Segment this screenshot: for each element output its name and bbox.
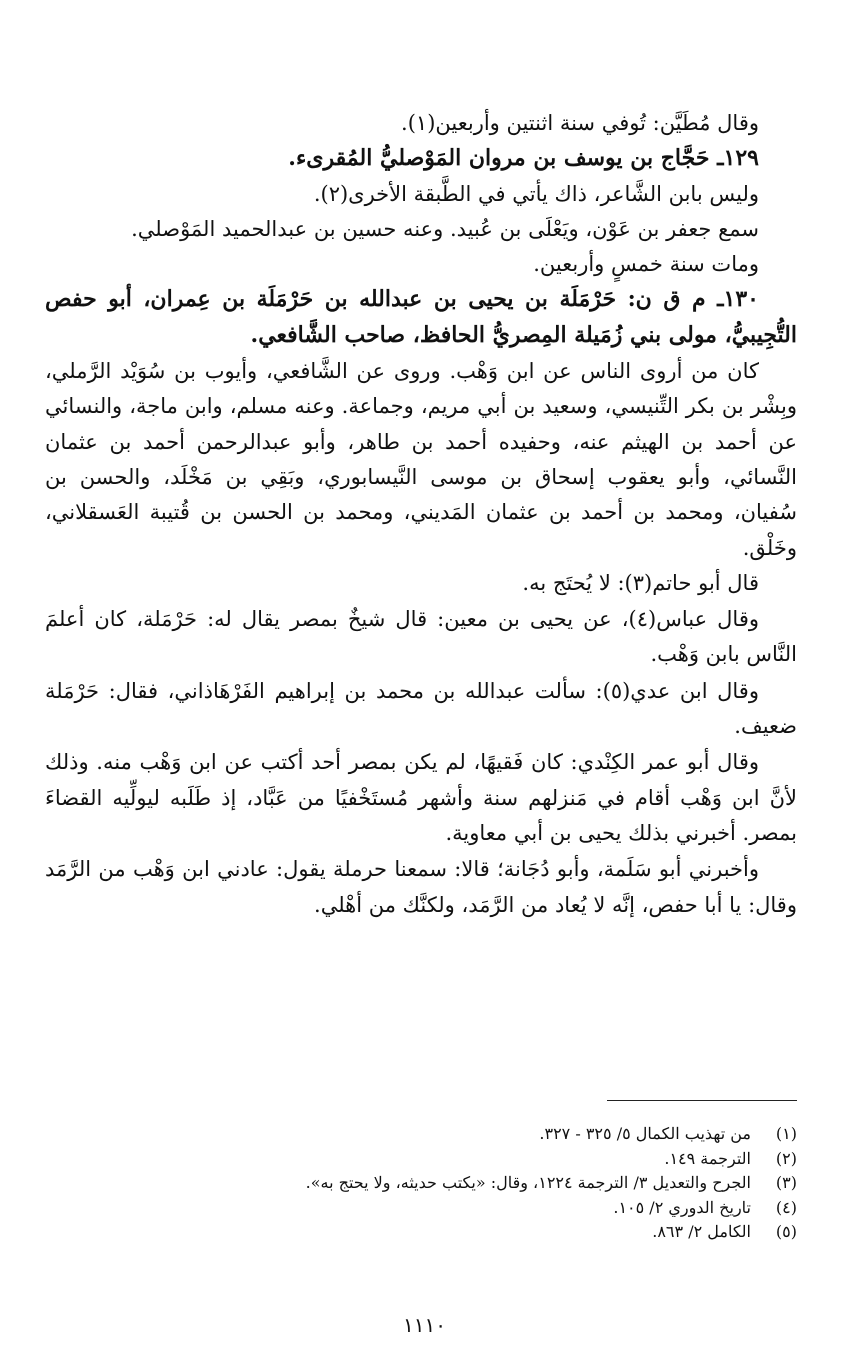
- main-text: [45, 106, 797, 923]
- footnote-number: (٤): [775, 1197, 797, 1217]
- footnote: [45, 1122, 797, 1147]
- footnote-number: (٣): [775, 1173, 797, 1192]
- footnote-text: تاريخ الدوري ٢/ ١٠٥.: [613, 1197, 751, 1217]
- footnote: [45, 1220, 797, 1245]
- paragraph: كان من أروى الناس عن ابن وَهْب. وروى عن الشَّافعي، وأيوب بن سُوَيْد الرَّملي، وبِشْر بن بكر التِّنيسي، وسعيد بن أبي مريم، وجماعة. وعنه مسلم، وابن ماجة، والنسائي عن أحمد بن الهيثم عنه، وحفيده أحمد بن طاهر، وأبو عبدالرحمن أحمد بن عثمان النَّسائي، وأبو يعقوب إسحاق بن موسى النَّيسابوري، وبَقِي بن مَخْلَد، والحسن بن سُفيان، ومحمد بن أحمد بن عثمان المَديني، ومحمد بن الحسن بن قُتيبة العَسقلاني، وخَلْق.: [45, 359, 797, 560]
- footnote-text: الترجمة ١٤٩.: [664, 1148, 751, 1168]
- paragraph: ومات سنة خمسٍ وأربعين.: [533, 252, 759, 277]
- paragraph: قال أبو حاتم(٣): لا يُحتَج به.: [522, 570, 759, 595]
- entry-heading-129: ١٢٩ـ حَجَّاج بن يوسف بن مروان المَوْصليُّ المُقرىء.: [288, 145, 759, 172]
- footnote-number: (٢): [775, 1148, 797, 1168]
- paragraph: وأخبرني أبو سَلَمة، وأبو دُجَانة؛ قالا: سمعنا حرملة يقول: عادني ابن وَهْب من الرَّمَد وقال: يا أبا حفص، إنَّه لا يُعاد من الرَّمَد، ولكنَّك من أهْلي.: [45, 857, 797, 917]
- footnote: [45, 1171, 797, 1196]
- entry-heading-130: ١٣٠ـ م ق ن: حَرْمَلَة بن يحيى بن عبدالله بن حَرْمَلَة بن عِمران، أبو حفص التُّجِيبيُّ، مولى بني زُمَيلة المِصريُّ الحافظ، صاحب الشَّافعي.: [45, 286, 797, 348]
- paragraph: وقال مُطَيَّن: تُوفي سنة اثنتين وأربعين(١).: [401, 111, 759, 135]
- footnote-separator: [607, 1100, 797, 1101]
- footnote: [45, 1147, 797, 1172]
- footnote: [45, 1196, 797, 1221]
- footnote-text: الجرح والتعديل ٣/ الترجمة ١٢٢٤، وقال: «يكتب حديثه، ولا يحتج به».: [305, 1173, 751, 1192]
- footnote-text: من تهذيب الكمال ٥/ ٣٢٥ - ٣٢٧.: [539, 1124, 751, 1143]
- footnotes: [45, 1122, 797, 1245]
- footnote-number: (١): [775, 1124, 797, 1143]
- paragraph: وقال أبو عمر الكِنْدي: كان فَقيهًا، لم يكن بمصر أحد أكتب عن ابن وَهْب منه. وذلك لأنَّ ابن وَهْب أقام في مَنزلهم سنة وأشهر مُستَخْفيًا من عَبَّاد، إذ طَلَبه ليولِّيه القضاءَ بمصر. أخبرني بذلك يحيى بن أبي معاوية.: [45, 750, 797, 845]
- paragraph: وقال عباس(٤)، عن يحيى بن معين: قال شيخٌ بمصر يقال له: حَرْمَلة، كان أعلمَ النَّاس بابن وَهْب.: [45, 607, 797, 667]
- paragraph: وليس بابن الشَّاعر، ذاك يأتي في الطَّبقة الأخرى(٢).: [313, 181, 759, 206]
- paragraph: سمع جعفر بن عَوْن، ويَعْلَى بن عُبيد. وعنه حسين بن عبدالحميد المَوْصلي.: [131, 216, 759, 241]
- paragraph: وقال ابن عدي(٥): سألت عبدالله بن محمد بن إبراهيم الفَرْهَاذاني، فقال: حَرْمَلة ضعيف.: [45, 678, 797, 739]
- footnote-text: الكامل ٢/ ٨٦٣.: [652, 1222, 751, 1241]
- page-number: ١١١٠: [403, 1313, 446, 1337]
- footnote-number: (٥): [775, 1222, 797, 1241]
